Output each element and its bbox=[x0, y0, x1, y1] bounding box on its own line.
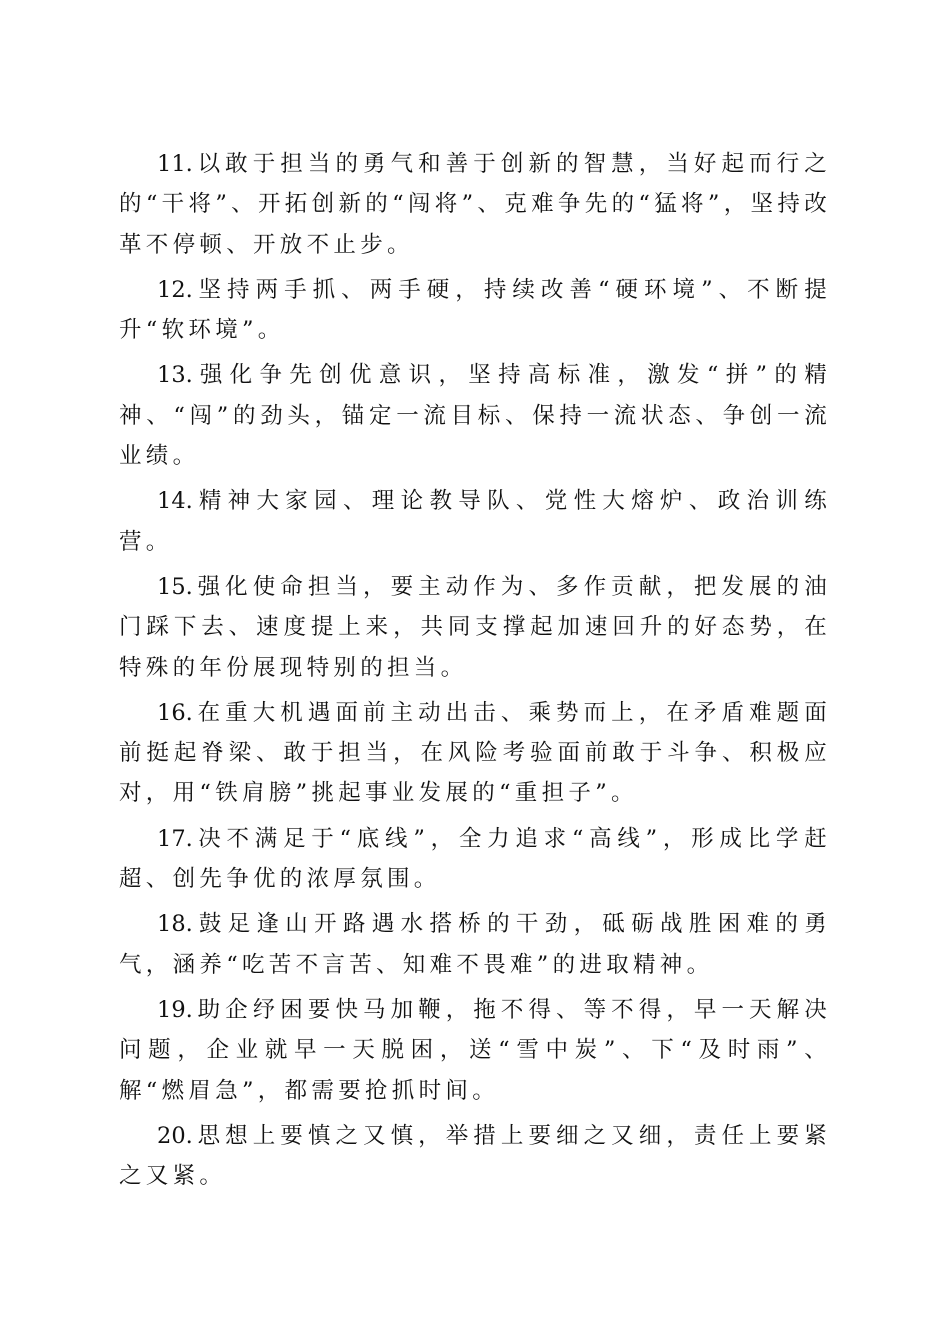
paragraph-text: 思想上要慎之又慎，举措上要细之又细，责任上要紧之又紧。 bbox=[119, 1122, 831, 1190]
paragraph-14 bbox=[119, 481, 831, 562]
paragraph-11 bbox=[119, 144, 831, 265]
paragraph-18 bbox=[119, 904, 831, 985]
paragraph-text: 助企纾困要快马加鞭，拖不得、等不得，早一天解决问题，企业就早一天脱困，送“雪中炭”、下“及时雨”、解“燃眉急”，都需要抢抓时间。 bbox=[119, 996, 831, 1104]
paragraph-text: 决不满足于“底线”，全力追求“高线”，形成比学赶超、创先争优的浓厚氛围。 bbox=[119, 825, 831, 893]
paragraph-text: 强化争先创优意识，坚持高标准，激发“拼”的精神、“闯”的劲头，锚定一流目标、保持一流状态、争创一流业绩。 bbox=[119, 362, 831, 470]
paragraph-19 bbox=[119, 990, 831, 1111]
paragraph-16 bbox=[119, 693, 831, 814]
paragraph-text: 精神大家园、理论教导队、党性大熔炉、政治训练营。 bbox=[119, 488, 831, 555]
paragraph-number: 15. bbox=[157, 573, 193, 600]
paragraph-13 bbox=[119, 355, 831, 476]
paragraph-number: 12. bbox=[157, 276, 193, 303]
paragraph-number: 13. bbox=[157, 362, 193, 389]
paragraph-number: 17. bbox=[157, 825, 193, 852]
paragraph-number: 18. bbox=[157, 911, 193, 938]
paragraph-15 bbox=[119, 567, 831, 688]
paragraph-20 bbox=[119, 1116, 831, 1197]
paragraph-text: 在重大机遇面前主动出击、乘势而上，在矛盾难题面前挺起脊梁、敢于担当，在风险考验面前敢于斗争、积极应对，用“铁肩膀”挑起事业发展的“重担子”。 bbox=[119, 699, 831, 807]
paragraph-text: 鼓足逢山开路遇水搭桥的干劲，砥砺战胜困难的勇气，涵养“吃苦不言苦、知难不畏难”的进取精神。 bbox=[119, 911, 831, 978]
paragraph-number: 14. bbox=[157, 488, 193, 515]
paragraph-text: 坚持两手抓、两手硬，持续改善“硬环境”、不断提升“软环境”。 bbox=[119, 276, 831, 344]
paragraph-number: 20. bbox=[157, 1122, 193, 1149]
document-body bbox=[119, 144, 831, 1201]
paragraph-12 bbox=[119, 270, 831, 351]
paragraph-text: 强化使命担当，要主动作为、多作贡献，把发展的油门踩下去、速度提上来，共同支撑起加速回升的好态势，在特殊的年份展现特别的担当。 bbox=[119, 573, 831, 681]
paragraph-number: 16. bbox=[157, 699, 193, 726]
paragraph-number: 11. bbox=[157, 151, 193, 177]
paragraph-17 bbox=[119, 819, 831, 900]
paragraph-text: 以敢于担当的勇气和善于创新的智慧，当好起而行之的“干将”、开拓创新的“闯将”、克难争先的“猛将”，坚持改革不停顿、开放不止步。 bbox=[119, 151, 831, 258]
paragraph-number: 19. bbox=[157, 996, 193, 1023]
